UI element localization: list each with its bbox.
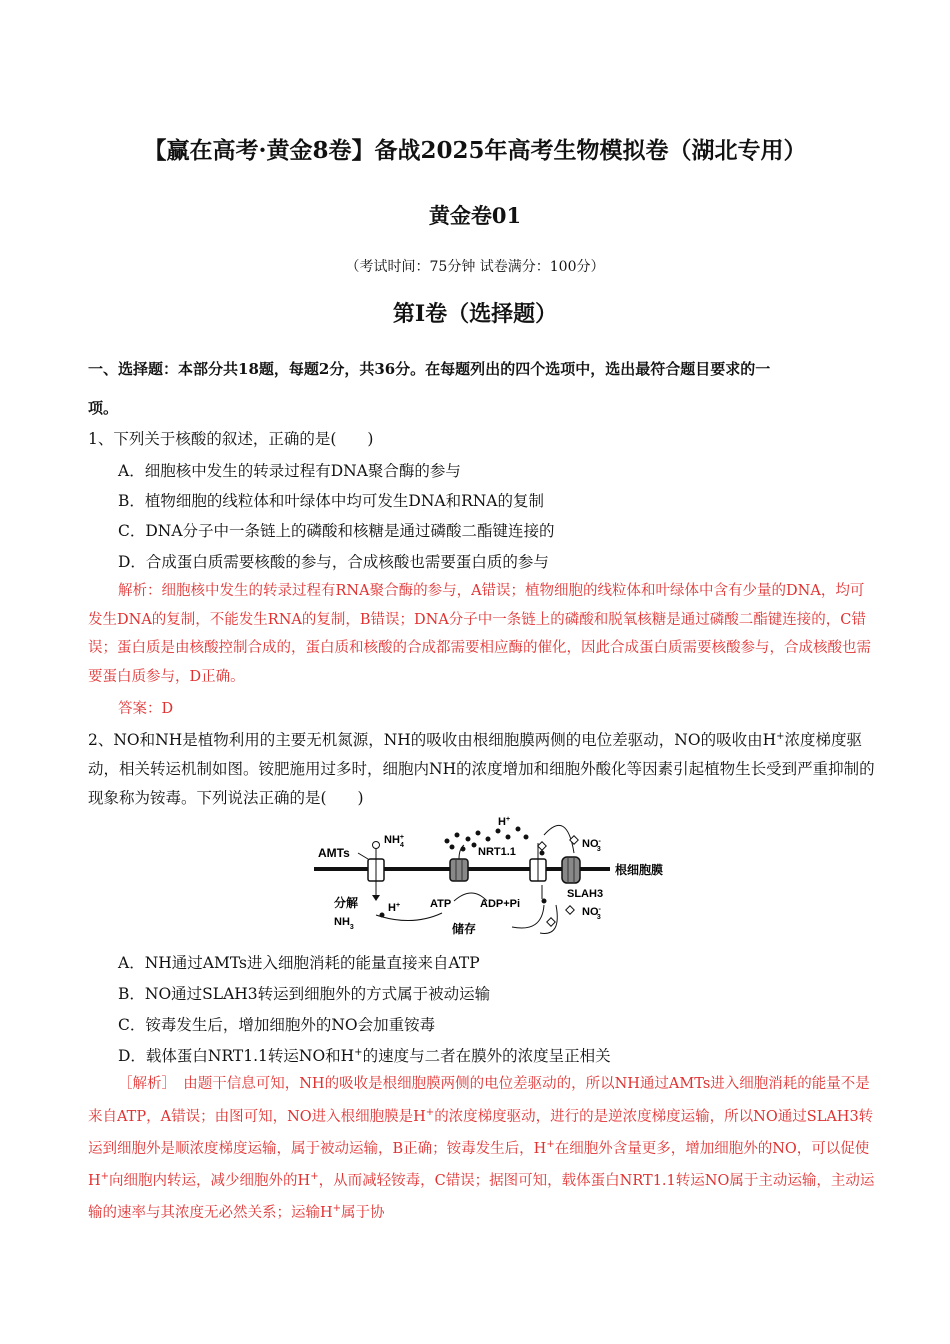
section-title: 第I卷（选择题） — [392, 301, 558, 327]
svg-text:NO-3: NO-3 — [582, 838, 601, 853]
q1-stem: 1、下列关于核酸的叙述，正确的是( ) — [88, 430, 374, 448]
q2-stem: 2、NO和NH是植物利用的主要无机氮源，NH的吸收由根细胞膜两侧的电位差驱动，NO的吸收由H+浓度梯度驱动，相关转运机制如图。铵肥施用过多时，细胞内NH的浓度增加和细胞外酸化等因素引起植物生长受到严重抑制的现象称为铵毒。下列说法正确的是( ) — [88, 731, 875, 808]
no3-label-bottom: NO — [582, 906, 599, 918]
slah3-label: SLAH3 — [567, 888, 604, 900]
no3-label-top: NO — [582, 838, 599, 850]
instructions-line-2: 项。 — [88, 399, 119, 417]
atp-label: ATP — [430, 898, 452, 910]
q2-option-d: D．载体蛋白NRT1.1转运NO和H+的速度与二者在膜外的浓度呈正相关 — [118, 1046, 611, 1065]
hplus-label: H — [498, 816, 506, 828]
q2-option-a: A．NH通过AMTs进入细胞消耗的能量直接来自ATP — [118, 954, 480, 972]
exam-title: 【赢在高考·黄金8卷】备战2025年高考生物模拟卷（湖北专用） — [143, 137, 807, 164]
nh4-label: NH — [384, 834, 400, 846]
exam-subtitle: 黄金卷01 — [428, 203, 522, 228]
adp-label: ADP+Pi — [480, 898, 521, 910]
nrt-label: NRT1.1 — [478, 846, 516, 858]
decompose-label: 分解 — [334, 896, 359, 910]
instructions-line-1: 一、选择题：本部分共18题，每题2分，共36分。在每题列出的四个选项中，选出最符合题目要求的一 — [88, 360, 771, 378]
transport-diagram-svg — [312, 815, 682, 937]
transport-diagram — [312, 815, 682, 937]
q2-option-b: B．NO通过SLAH3转运到细胞外的方式属于被动运输 — [118, 985, 491, 1003]
q2-analysis: ［解析］ 由题干信息可知，NH的吸收是根细胞膜两侧的电位差驱动的，所以NH通过AMTs进入细胞消耗的能量不是来自ATP，A错误；由图可知，NO进入根细胞膜是H+的浓度梯度驱动，进行的是逆浓度梯度运输，所以NO通过SLAH3转运到细胞外是顺浓度梯度运输，属于被动运输，B正确；铵毒发生后，H+在细胞外含量更多，增加细胞外的NO，可以促使H+向细胞内转运，减少细胞外的H+，从而减轻铵毒，C错误；据图可知，载体蛋白NRT1.1转运NO属于主动运输，主动运输的速率与其浓度无必然关系；运输H+属于协 — [88, 1076, 875, 1222]
q1-analysis: 解析：细胞核中发生的转录过程有RNA聚合酶的参与，A错误；植物细胞的线粒体和叶绿体中含有少量的DNA，均可发生DNA的复制，不能发生RNA的复制，B错误；DNA分子中一条链上的磷酸和脱氧核糖是通过磷酸二酯键连接的，C错误；蛋白质是由核酸控制合成的，蛋白质和核酸的合成都需要相应酶的催化，因此合成蛋白质需要核酸参与，合成核酸也需要蛋白质参与，D正确。 — [88, 583, 871, 685]
q1-answer: 答案：D — [118, 701, 174, 717]
svg-text:NH+4: NH+ 4 — [384, 834, 404, 849]
storage-label: 储存 — [452, 922, 477, 936]
svg-text:H+: H+ — [388, 902, 401, 914]
nh3-label: NH — [334, 916, 350, 928]
q1-option-a: A．细胞核中发生的转录过程有DNA聚合酶的参与 — [118, 462, 461, 480]
hplus2-label: H — [388, 902, 396, 914]
amts-label: AMTs — [318, 846, 350, 860]
svg-text:NO-3: NO-3 — [582, 906, 601, 921]
exam-meta: （考试时间：75分钟 试卷满分：100分） — [345, 259, 605, 275]
q2-option-c: C．铵毒发生后，增加细胞外的NO会加重铵毒 — [118, 1016, 436, 1034]
q1-option-b: B．植物细胞的线粒体和叶绿体中均可发生DNA和RNA的复制 — [118, 492, 545, 510]
q1-option-c: C．DNA分子中一条链上的磷酸和核糖是通过磷酸二酯键连接的 — [118, 522, 555, 540]
svg-text:NH3: $NH_3$ — [334, 916, 354, 931]
membrane-label: 根细胞膜 — [615, 863, 664, 877]
q1-option-d: D．合成蛋白质需要核酸的参与，合成核酸也需要蛋白质的参与 — [118, 553, 549, 571]
svg-text:H+: H+ — [498, 816, 511, 828]
